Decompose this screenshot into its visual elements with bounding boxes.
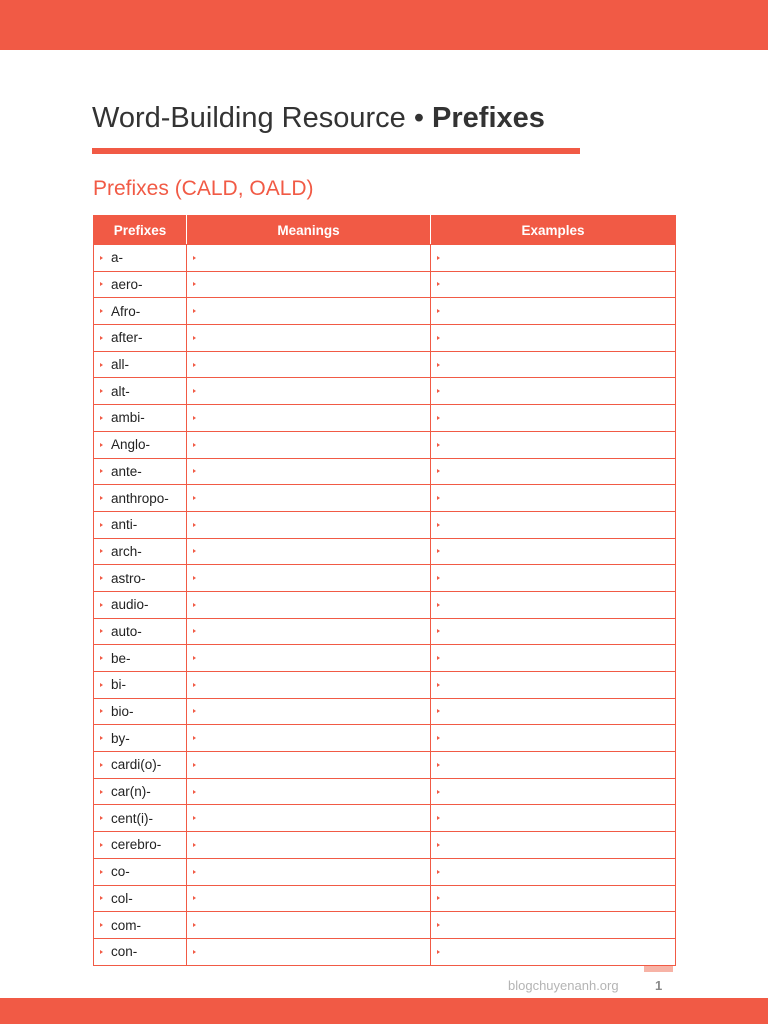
section-heading: Prefixes (CALD, OALD) — [93, 177, 314, 200]
prefix-cell — [94, 885, 187, 912]
example-cell[interactable] — [431, 832, 676, 859]
bullet-triangle-icon — [437, 523, 440, 527]
bullet-triangle-icon — [193, 496, 196, 500]
prefix-text: aero- — [111, 277, 143, 293]
prefix-text: cerebro- — [111, 837, 162, 853]
bullet-triangle-icon — [193, 469, 196, 473]
bullet-triangle-icon — [100, 469, 103, 473]
bullet-triangle-icon — [193, 709, 196, 713]
bullet-triangle-icon — [437, 683, 440, 687]
prefix-text: con- — [111, 944, 138, 960]
prefix-text: astro- — [111, 570, 146, 586]
column-header-examples: Examples — [431, 216, 676, 245]
example-cell[interactable] — [431, 805, 676, 832]
table-row — [94, 458, 676, 485]
bullet-triangle-icon — [437, 549, 440, 553]
example-cell[interactable] — [431, 431, 676, 458]
bullet-triangle-icon — [193, 363, 196, 367]
table-row — [94, 298, 676, 325]
meaning-cell[interactable] — [187, 698, 431, 725]
example-cell[interactable] — [431, 778, 676, 805]
bullet-triangle-icon — [193, 923, 196, 927]
table-row — [94, 591, 676, 618]
prefix-cell — [94, 725, 187, 752]
prefix-cell — [94, 591, 187, 618]
prefix-table — [93, 215, 676, 966]
prefix-cell — [94, 298, 187, 325]
table-row — [94, 351, 676, 378]
meaning-cell[interactable] — [187, 325, 431, 352]
example-cell[interactable] — [431, 591, 676, 618]
example-cell[interactable] — [431, 885, 676, 912]
bullet-triangle-icon — [100, 549, 103, 553]
table-header-row — [94, 216, 676, 245]
prefix-text: all- — [111, 357, 130, 373]
prefix-cell — [94, 458, 187, 485]
prefix-text: anthropo- — [111, 490, 169, 506]
bullet-triangle-icon — [100, 950, 103, 954]
example-cell[interactable] — [431, 405, 676, 432]
bullet-triangle-icon — [193, 790, 196, 794]
prefix-cell — [94, 271, 187, 298]
meaning-cell[interactable] — [187, 271, 431, 298]
prefix-cell — [94, 832, 187, 859]
prefix-text: car(n)- — [111, 784, 151, 800]
table-row — [94, 405, 676, 432]
bullet-triangle-icon — [193, 843, 196, 847]
prefix-text: Anglo- — [111, 437, 151, 453]
page-number: 1 — [655, 978, 663, 993]
prefix-cell — [94, 351, 187, 378]
meaning-cell[interactable] — [187, 645, 431, 672]
bullet-triangle-icon — [100, 576, 103, 580]
footer-accent-mark — [644, 966, 673, 972]
bullet-triangle-icon — [193, 603, 196, 607]
bullet-triangle-icon — [193, 896, 196, 900]
meaning-cell[interactable] — [187, 618, 431, 645]
bullet-triangle-icon — [437, 950, 440, 954]
table-row — [94, 538, 676, 565]
prefix-text: anti- — [111, 517, 138, 533]
meaning-cell[interactable] — [187, 805, 431, 832]
prefix-cell — [94, 511, 187, 538]
bottom-accent-bar — [0, 998, 768, 1024]
prefix-cell — [94, 485, 187, 512]
example-cell[interactable] — [431, 912, 676, 939]
meaning-cell[interactable] — [187, 511, 431, 538]
bullet-triangle-icon — [193, 950, 196, 954]
prefix-cell — [94, 938, 187, 965]
bullet-triangle-icon — [437, 896, 440, 900]
meaning-cell[interactable] — [187, 485, 431, 512]
bullet-triangle-icon — [437, 496, 440, 500]
prefix-text: arch- — [111, 543, 142, 559]
bullet-triangle-icon — [437, 603, 440, 607]
prefix-cell — [94, 378, 187, 405]
bullet-triangle-icon — [100, 709, 103, 713]
prefix-text: cent(i)- — [111, 810, 154, 826]
page-title — [92, 98, 545, 138]
bullet-triangle-icon — [437, 389, 440, 393]
prefix-cell — [94, 431, 187, 458]
bullet-triangle-icon — [100, 309, 103, 313]
bullet-triangle-icon — [193, 389, 196, 393]
footer-site-name: blogchuyenanh.org — [508, 978, 619, 993]
example-cell[interactable] — [431, 485, 676, 512]
table-row — [94, 245, 676, 272]
bullet-triangle-icon — [193, 816, 196, 820]
bullet-triangle-icon — [193, 683, 196, 687]
table-row — [94, 325, 676, 352]
prefix-text: cardi(o)- — [111, 757, 162, 773]
example-cell[interactable] — [431, 858, 676, 885]
bullet-triangle-icon — [100, 763, 103, 767]
meaning-cell[interactable] — [187, 538, 431, 565]
bullet-triangle-icon — [100, 790, 103, 794]
bullet-triangle-icon — [100, 629, 103, 633]
example-cell[interactable] — [431, 351, 676, 378]
bullet-triangle-icon — [437, 256, 440, 260]
bullet-triangle-icon — [100, 923, 103, 927]
bullet-triangle-icon — [437, 469, 440, 473]
prefix-cell — [94, 405, 187, 432]
table-row — [94, 485, 676, 512]
bullet-triangle-icon — [100, 603, 103, 607]
prefix-text: by- — [111, 730, 130, 746]
bullet-triangle-icon — [100, 336, 103, 340]
prefix-text: col- — [111, 890, 133, 906]
bullet-triangle-icon — [100, 816, 103, 820]
prefix-text: auto- — [111, 623, 142, 639]
prefix-cell — [94, 778, 187, 805]
example-cell[interactable] — [431, 672, 676, 699]
bullet-triangle-icon — [100, 256, 103, 260]
meaning-cell[interactable] — [187, 858, 431, 885]
prefix-text: after- — [111, 330, 143, 346]
prefix-cell — [94, 858, 187, 885]
table-body — [94, 245, 676, 966]
table-row — [94, 778, 676, 805]
bullet-triangle-icon — [100, 683, 103, 687]
bullet-triangle-icon — [193, 523, 196, 527]
bullet-triangle-icon — [100, 896, 103, 900]
bullet-triangle-icon — [100, 363, 103, 367]
bullet-triangle-icon — [100, 870, 103, 874]
prefix-cell — [94, 672, 187, 699]
table-row — [94, 805, 676, 832]
meaning-cell[interactable] — [187, 298, 431, 325]
example-cell[interactable] — [431, 298, 676, 325]
bullet-triangle-icon — [193, 443, 196, 447]
bullet-triangle-icon — [193, 256, 196, 260]
bullet-triangle-icon — [437, 282, 440, 286]
prefix-text: com- — [111, 917, 141, 933]
meaning-cell[interactable] — [187, 912, 431, 939]
bullet-triangle-icon — [193, 549, 196, 553]
meaning-cell[interactable] — [187, 832, 431, 859]
bullet-triangle-icon — [100, 389, 103, 393]
bullet-triangle-icon — [437, 443, 440, 447]
table-row — [94, 618, 676, 645]
example-cell[interactable] — [431, 938, 676, 965]
example-cell[interactable] — [431, 538, 676, 565]
bullet-triangle-icon — [437, 656, 440, 660]
bullet-triangle-icon — [437, 763, 440, 767]
bullet-triangle-icon — [193, 282, 196, 286]
top-accent-bar — [0, 0, 768, 50]
example-cell[interactable] — [431, 725, 676, 752]
bullet-triangle-icon — [193, 309, 196, 313]
bullet-triangle-icon — [100, 843, 103, 847]
bullet-triangle-icon — [100, 496, 103, 500]
prefix-cell — [94, 645, 187, 672]
prefix-cell — [94, 912, 187, 939]
bullet-triangle-icon — [193, 736, 196, 740]
page-title-topic: Prefixes — [432, 102, 545, 134]
meaning-cell[interactable] — [187, 405, 431, 432]
prefix-cell — [94, 565, 187, 592]
table-row — [94, 511, 676, 538]
bullet-triangle-icon — [437, 870, 440, 874]
prefix-cell — [94, 538, 187, 565]
bullet-triangle-icon — [437, 629, 440, 633]
meaning-cell[interactable] — [187, 351, 431, 378]
prefix-cell — [94, 618, 187, 645]
meaning-cell[interactable] — [187, 672, 431, 699]
example-cell[interactable] — [431, 752, 676, 779]
bullet-triangle-icon — [193, 576, 196, 580]
table-row — [94, 672, 676, 699]
example-cell[interactable] — [431, 645, 676, 672]
prefix-text: ambi- — [111, 410, 145, 426]
bullet-triangle-icon — [437, 709, 440, 713]
meaning-cell[interactable] — [187, 591, 431, 618]
bullet-triangle-icon — [437, 923, 440, 927]
bullet-triangle-icon — [100, 523, 103, 527]
meaning-cell[interactable] — [187, 725, 431, 752]
prefix-text: be- — [111, 650, 131, 666]
meaning-cell[interactable] — [187, 378, 431, 405]
table-row — [94, 752, 676, 779]
bullet-triangle-icon — [100, 736, 103, 740]
meaning-cell[interactable] — [187, 778, 431, 805]
table-row — [94, 938, 676, 965]
example-cell[interactable] — [431, 325, 676, 352]
prefix-cell — [94, 245, 187, 272]
prefix-cell — [94, 805, 187, 832]
example-cell[interactable] — [431, 458, 676, 485]
prefix-text: bio- — [111, 704, 134, 720]
bullet-triangle-icon — [193, 629, 196, 633]
bullet-triangle-icon — [437, 736, 440, 740]
prefix-text: co- — [111, 864, 130, 880]
example-cell[interactable] — [431, 511, 676, 538]
bullet-triangle-icon — [193, 870, 196, 874]
prefix-text: audio- — [111, 597, 149, 613]
bullet-triangle-icon — [100, 656, 103, 660]
table-row — [94, 912, 676, 939]
table-row — [94, 431, 676, 458]
prefix-text: ante- — [111, 463, 142, 479]
bullet-triangle-icon — [437, 416, 440, 420]
table-row — [94, 271, 676, 298]
prefix-text: a- — [111, 250, 124, 266]
meaning-cell[interactable] — [187, 885, 431, 912]
prefix-cell — [94, 325, 187, 352]
bullet-triangle-icon — [193, 763, 196, 767]
title-underline — [92, 148, 580, 154]
table-row — [94, 565, 676, 592]
page-title-main: Word-Building Resource • — [92, 102, 433, 134]
bullet-triangle-icon — [437, 309, 440, 313]
bullet-triangle-icon — [437, 790, 440, 794]
table-row — [94, 725, 676, 752]
meaning-cell[interactable] — [187, 431, 431, 458]
bullet-triangle-icon — [100, 416, 103, 420]
example-cell[interactable] — [431, 245, 676, 272]
prefix-text: bi- — [111, 677, 127, 693]
bullet-triangle-icon — [437, 336, 440, 340]
example-cell[interactable] — [431, 618, 676, 645]
table-row — [94, 645, 676, 672]
column-header-prefixes: Prefixes — [94, 216, 187, 245]
bullet-triangle-icon — [437, 363, 440, 367]
table-row — [94, 885, 676, 912]
example-cell[interactable] — [431, 698, 676, 725]
bullet-triangle-icon — [100, 282, 103, 286]
bullet-triangle-icon — [193, 656, 196, 660]
table-row — [94, 832, 676, 859]
table-row — [94, 378, 676, 405]
prefix-text: alt- — [111, 383, 130, 399]
bullet-triangle-icon — [193, 336, 196, 340]
table-row — [94, 858, 676, 885]
prefix-text: Afro- — [111, 303, 141, 319]
meaning-cell[interactable] — [187, 245, 431, 272]
example-cell[interactable] — [431, 271, 676, 298]
prefix-cell — [94, 698, 187, 725]
bullet-triangle-icon — [437, 816, 440, 820]
example-cell[interactable] — [431, 565, 676, 592]
bullet-triangle-icon — [193, 416, 196, 420]
example-cell[interactable] — [431, 378, 676, 405]
bullet-triangle-icon — [437, 576, 440, 580]
meaning-cell[interactable] — [187, 565, 431, 592]
meaning-cell[interactable] — [187, 938, 431, 965]
meaning-cell[interactable] — [187, 458, 431, 485]
prefix-cell — [94, 752, 187, 779]
meaning-cell[interactable] — [187, 752, 431, 779]
column-header-meanings: Meanings — [187, 216, 431, 245]
table-row — [94, 698, 676, 725]
bullet-triangle-icon — [100, 443, 103, 447]
bullet-triangle-icon — [437, 843, 440, 847]
